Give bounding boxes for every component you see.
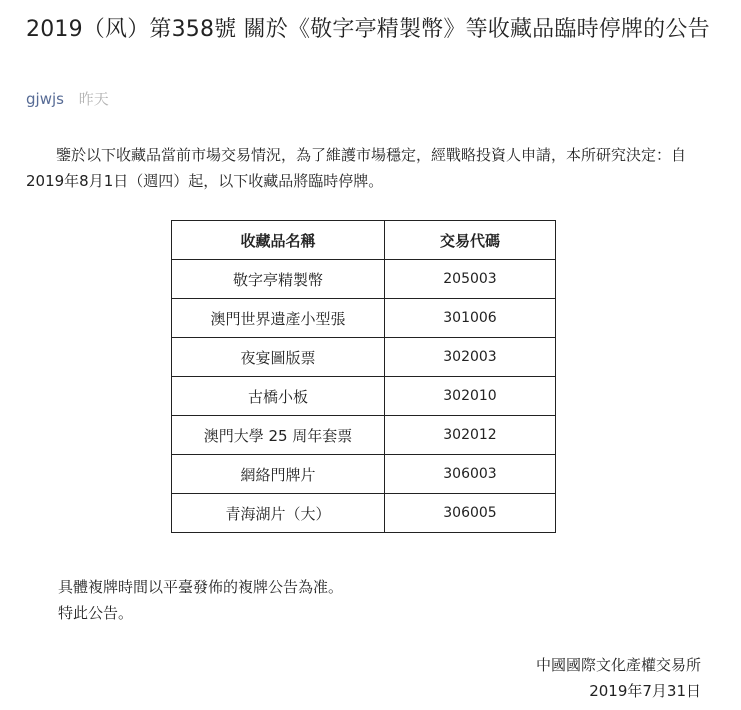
article-meta — [26, 88, 109, 109]
closing-phrase: 特此公告。 — [58, 604, 134, 622]
item-name: 網絡門牌片 — [172, 455, 385, 494]
item-name: 古橋小板 — [172, 377, 385, 416]
item-code: 306005 — [385, 494, 556, 533]
item-code: 301006 — [385, 299, 556, 338]
issuing-organization: 中國國際文化產權交易所 — [535, 656, 701, 674]
item-name: 夜宴圖版票 — [172, 338, 385, 377]
table-row — [172, 377, 556, 416]
item-code: 205003 — [385, 260, 556, 299]
publish-date: 昨天 — [78, 90, 109, 108]
table-header-row — [172, 221, 556, 260]
item-code: 302003 — [385, 338, 556, 377]
item-name: 澳門大學 25 周年套票 — [172, 416, 385, 455]
column-header-code: 交易代碼 — [385, 221, 556, 260]
table-row — [172, 416, 556, 455]
item-name: 青海湖片（大） — [172, 494, 385, 533]
author-link[interactable]: gjwjs — [26, 90, 64, 108]
intro-paragraph: 鑒於以下收藏品當前市場交易情況，為了維護市場穩定，經戰略投資人申請，本所研究決定：自2019年8月1日（週四）起，以下收藏品將臨時停牌。 — [26, 146, 687, 190]
table-row — [172, 494, 556, 533]
item-code: 302012 — [385, 416, 556, 455]
item-code: 306003 — [385, 455, 556, 494]
table-row — [172, 338, 556, 377]
table-row — [172, 299, 556, 338]
table-row — [172, 455, 556, 494]
signature-date: 2019年7月31日 — [589, 682, 701, 700]
signature-block — [536, 652, 701, 704]
item-code: 302010 — [385, 377, 556, 416]
column-header-name: 收藏品名稱 — [172, 221, 385, 260]
item-name: 敬字亭精製幣 — [172, 260, 385, 299]
table-row — [172, 260, 556, 299]
article-title: 2019（风）第358號 關於《敬字亭精製幣》等收藏品臨時停牌的公告 — [26, 17, 710, 42]
closing-notes — [58, 574, 343, 626]
resumption-note: 具體複牌時間以平臺發佈的複牌公告為准。 — [58, 578, 344, 596]
suspension-table — [171, 220, 556, 533]
item-name: 澳門世界遺產小型張 — [172, 299, 385, 338]
